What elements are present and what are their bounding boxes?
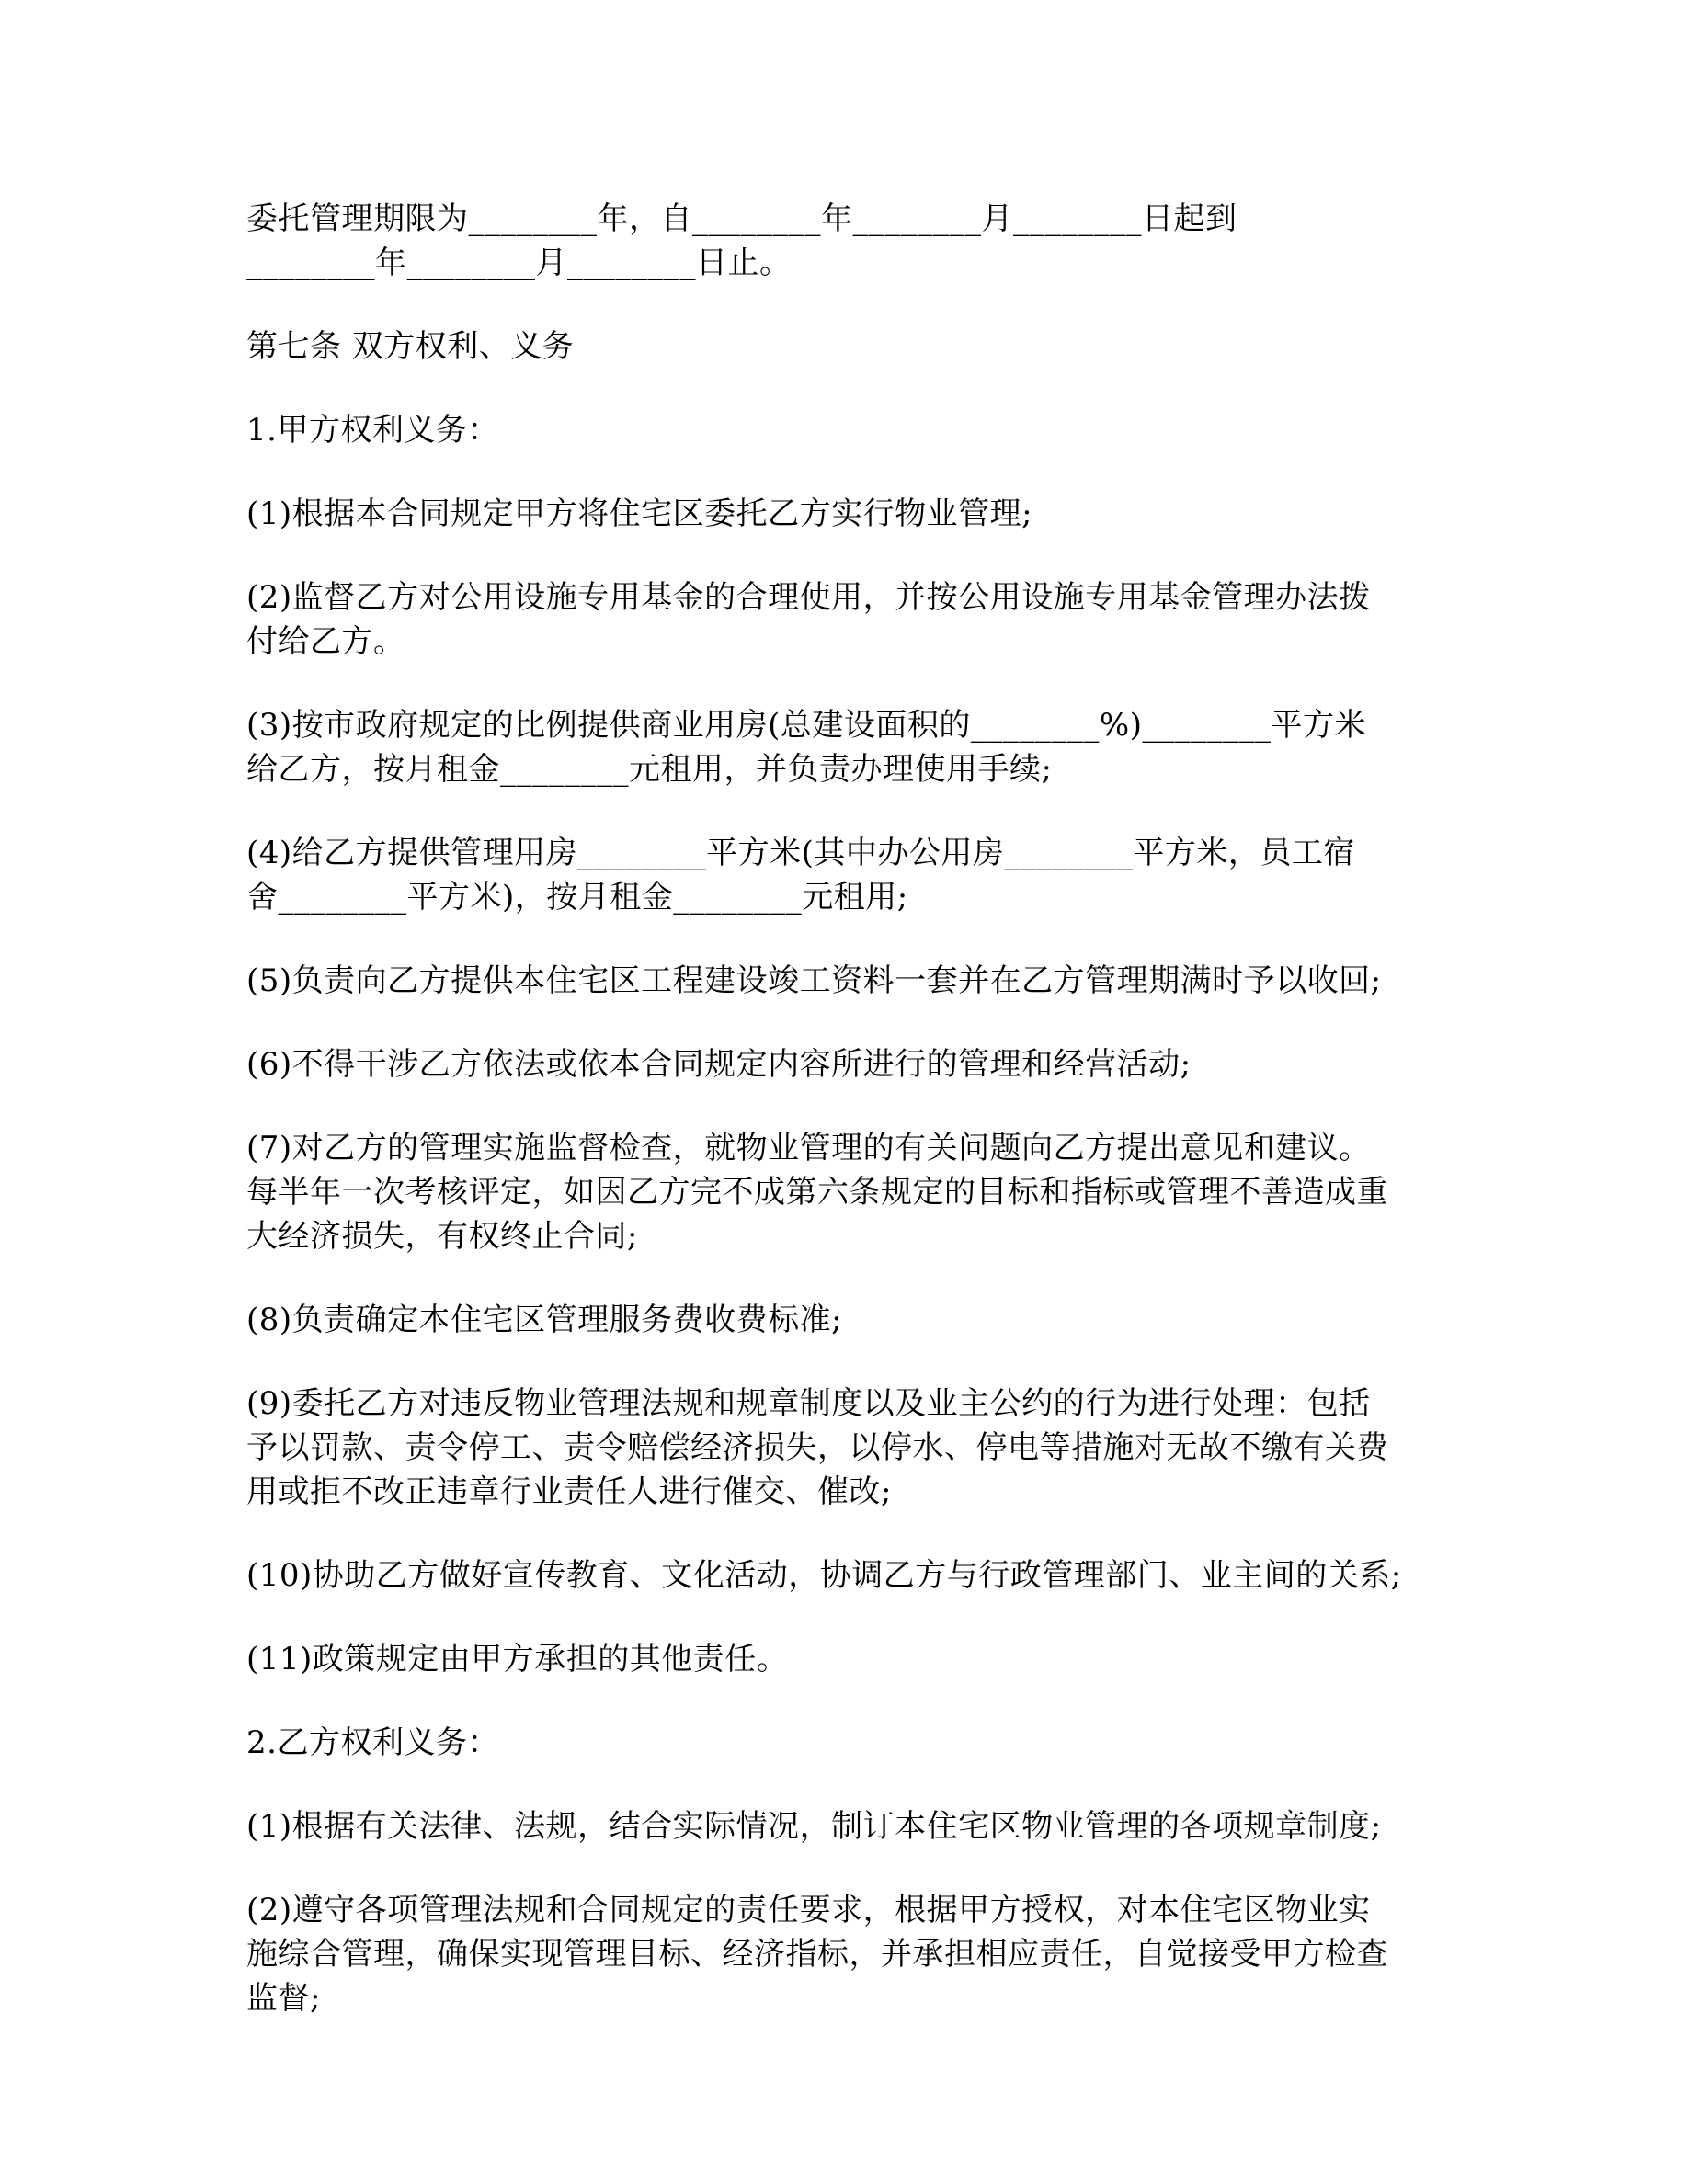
party-a-item-11: (11)政策规定由甲方承担的其他责任。 xyxy=(246,1641,789,1678)
party-a-item-2: (2)监督乙方对公用设施专用基金的合理使用，并按公用设施专用基金管理办法拨 付给乙方。 xyxy=(246,579,1371,660)
party-b-heading: 2.乙方权利义务： xyxy=(246,1724,499,1761)
party-a-item-9: (9)委托乙方对违反物业管理法规和规章制度以及业主公约的行为进行处理：包括 予以罚款、责令停工、责令赔偿经济损失，以停水、停电等措施对无故不缴有关费 用或拒不改正违章行业责任人进行催交、催改; xyxy=(246,1385,1388,1510)
party-a-item-10: (10)协助乙方做好宣传教育、文化活动，协调乙方与行政管理部门、业主间的关系; xyxy=(246,1557,1402,1594)
party-a-item-7: (7)对乙方的管理实施监督检查，就物业管理的有关问题向乙方提出意见和建议。 每半年一次考核评定，如因乙方完不成第六条规定的目标和指标或管理不善造成重 大经济损失，有权终止合同; xyxy=(246,1130,1388,1255)
party-a-item-5: (5)负责向乙方提供本住宅区工程建设竣工资料一套并在乙方管理期满时予以收回; xyxy=(246,962,1382,999)
document-page xyxy=(246,197,1442,2060)
party-a-item-8: (8)负责确定本住宅区管理服务费收费标准; xyxy=(246,1302,843,1338)
party-a-item-3: (3)按市政府规定的比例提供商业用房(总建设面积的________%)________平方米 给乙方，按月租金________元租用，并负责办理使用手续; xyxy=(246,707,1366,788)
party-b-item-1: (1)根据有关法律、法规，结合实际情况，制订本住宅区物业管理的各项规章制度; xyxy=(246,1808,1382,1845)
party-a-item-4: (4)给乙方提供管理用房________平方米(其中办公用房________平方米，员工宿 舍________平方米)，按月租金________元租用; xyxy=(246,835,1355,916)
party-b-item-2: (2)遵守各项管理法规和合同规定的责任要求，根据甲方授权，对本住宅区物业实 施综合管理，确保实现管理目标、经济指标，并承担相应责任，自觉接受甲方检查 监督; xyxy=(246,1892,1388,2017)
article-seven-heading: 第七条 双方权利、义务 xyxy=(246,328,575,365)
party-a-item-6: (6)不得干涉乙方依法或依本合同规定内容所进行的管理和经营活动; xyxy=(246,1046,1192,1083)
party-a-heading: 1.甲方权利义务： xyxy=(246,412,499,449)
party-a-item-1: (1)根据本合同规定甲方将住宅区委托乙方实行物业管理; xyxy=(246,495,1033,532)
term-period-paragraph: 委托管理期限为________年，自________年________月________日起到 ________年________月________日止。 xyxy=(246,200,1237,281)
